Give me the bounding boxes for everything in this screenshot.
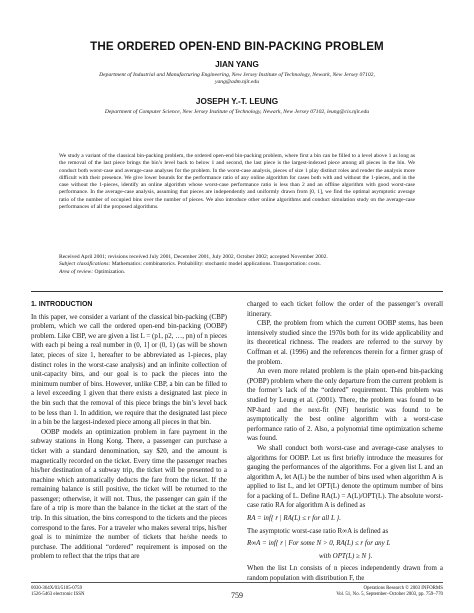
journal-line: Vol. 51, No. 5, September–October 2003, pp. 759–770 <box>336 592 443 598</box>
journal-line: Operations Research © 2003 INFORMS <box>363 586 443 591</box>
paragraph: We shall conduct both worst-case and average-case analyses to algorithms for OOBP. Let us first briefly introduce the measures for gauging the performances of the algorithms. For a given list L and an algorithm A, let A(L) be the number of bins used when algorithm A is applied to list L, and let OPT(L) denote the optimum number of bins for a packing of L. Define RA(L) = A(L)/OPT(L). The absolute worst-case ratio RA for algorithm A is defined as <box>247 443 443 510</box>
footer-right <box>336 586 443 598</box>
subject-text: Mathematics: combinatorics. Probability: stochastic model applications. Transportation: costs. <box>111 261 321 268</box>
area-label: Area of review: <box>59 268 94 275</box>
area-text: Optimization. <box>94 268 126 275</box>
abstract: We study a variant of the classical bin-packing problem, the ordered open-end bin-packing problem, where first a bin can be filled to a level above 1 as long as the removal of the last piece brings the bin’s level back to below 1 and second, the last piece is the largest-indexed piece among all pieces in the bin. We conduct both worst-case and average-case analyses for the problem. In the worst-case analysis, pieces of size 1 play distinct roles and render the analysis more difficult with their presence. We give lower bounds for the performance ratio of any online algorithm for cases both with and without the 1-pieces, and in the case without the 1-pieces, identify an online algorithm whose worst-case performance ratio is less than 2 and an offline algorithm with good worst-case performance. In the average-case analysis, assuming that pieces are independently and uniformly drawn from [0, 1], we find the optimal asymptotic average ratio of the number of occupied bins over the number of pieces. We also introduce other online algorithms and conduct simulation study on the average-case performances of all the proposed algorithms. <box>59 153 415 211</box>
footer-divider <box>31 582 443 583</box>
section-heading: 1. INTRODUCTION <box>31 301 93 308</box>
paragraph: In this paper, we consider a variant of the classical bin-packing (CBP) problem, which we call the ordered open-end bin-packing (OOBP) problem. Like CBP, we are given a list L = (p1, p2, …, pn) of n pieces with each pi being a real number in (0, 1] or (0, 1) (as will be shown later, pieces of size 1, hereafter to be abbreviated as 1-pieces, play distinct roles in the worst-case analysis) and an infinite collection of unit-capacity bins, and our goal is to pack the pieces into the minimum number of bins. However, unlike CBP, a bin can be filled to a level exceeding 1 given that there exists a designated last piece in the bin such that the removal of this piece brings the bin’s level back to be less than 1. In addition, we require that the designated last piece in a bin be the largest-indexed piece among all pieces in that bin. <box>31 312 227 427</box>
author-affiliation-yang <box>40 72 434 86</box>
left-column <box>31 300 227 562</box>
issn-line: 0030-364X/03/5105-0759 <box>31 586 83 591</box>
paragraph: CBP, the problem from which the current OOBP stems, has been intensively studied since the 1970s both for its wide applicability and its theoretical richness. The readers are referred to the survey by Coffman et al. (1996) and the references therein for a firmer grasp of the problem. <box>247 319 443 366</box>
affiliation-text: Department of Industrial and Manufacturing Engineering, New Jersey Institute of Technology, Newark, New Jersey 07102, <box>99 72 375 78</box>
area-of-review <box>59 269 415 276</box>
equation: R∞A = inf{ r | For some N > 0, RA(L) ≤ r for any L <box>247 539 391 548</box>
email-text: yang@adm.njit.edu <box>215 79 259 86</box>
author-affiliation-leung: Department of Computer Science, New Jersey Institute of Technology, Newark, New Jersey 07102, leung@cis.njit.edu <box>104 109 370 115</box>
paragraph: An even more related problem is the plain open-end bin-packing (POBP) problem where the only departure from the current problem is the former’s lack of the “ordered” requirement. This problem was studied by Leung et al. (2001). There, the problem was found to be NP-hard and the next-fit (NF) heuristic was found to be asymptotically the best online algorithm with a worst-case performance ratio of 2. Also, a polynomial time optimization scheme was found. <box>247 367 443 443</box>
issn-line: 1526-5463 electronic ISSN <box>31 592 85 598</box>
right-column <box>247 300 443 584</box>
author-name-leung: JOSEPH Y.-T. LEUNG <box>195 97 279 106</box>
subject-classifications <box>59 261 415 268</box>
paragraph: charged to each ticket follow the order of the passenger’s overall itinerary. <box>247 300 443 318</box>
paragraph: The asymptotic worst-case ratio R∞A is defined as <box>247 526 389 535</box>
paper-title: THE ORDERED OPEN-END BIN-PACKING PROBLEM <box>90 40 384 53</box>
equation: RA = inf{ r | RA(L) ≤ r for all L }. <box>247 514 341 523</box>
header-divider <box>31 291 443 292</box>
paragraph: When the list Ln consists of n pieces independently drawn from a random population with distribution F, the <box>247 564 443 583</box>
page-number: 759 <box>231 591 243 600</box>
subject-label: Subject classifications: <box>59 261 111 268</box>
author-name-yang: JIAN YANG <box>215 60 259 69</box>
equation-continuation: with OPT(L) ≥ N }. <box>319 551 373 560</box>
received-info <box>59 254 415 276</box>
paragraph: OOBP models an optimization problem in fare payment in the subway stations in Hong Kong. There, a passenger can purchase a ticket with a standard denomination, say $20, and the amount is magnetically recorded on the ticket. Every time the passenger reaches his/her destination of a subway trip, the ticket will be presented to a machine which automatically deducts the fare from the ticket. If the remaining balance is still positive, the ticket will be returned to the passenger; otherwise, it will not. Thus, the passenger can gain if the fare of a trip is more than the balance in the ticket at the start of the trip. In this situation, the bins correspond to the tickets and the pieces correspond to the fares. For a traveler who makes several trips, his/her goal is to minimize the number of tickets that he/she needs to purchase. The additional “ordered” requirement is imposed on the problem to reflect that the trips that are <box>31 427 227 561</box>
received-dates: Received April 2001; revisions received July 2001, December 2001, July 2002, October 2002; accepted November 2002. <box>59 254 328 260</box>
